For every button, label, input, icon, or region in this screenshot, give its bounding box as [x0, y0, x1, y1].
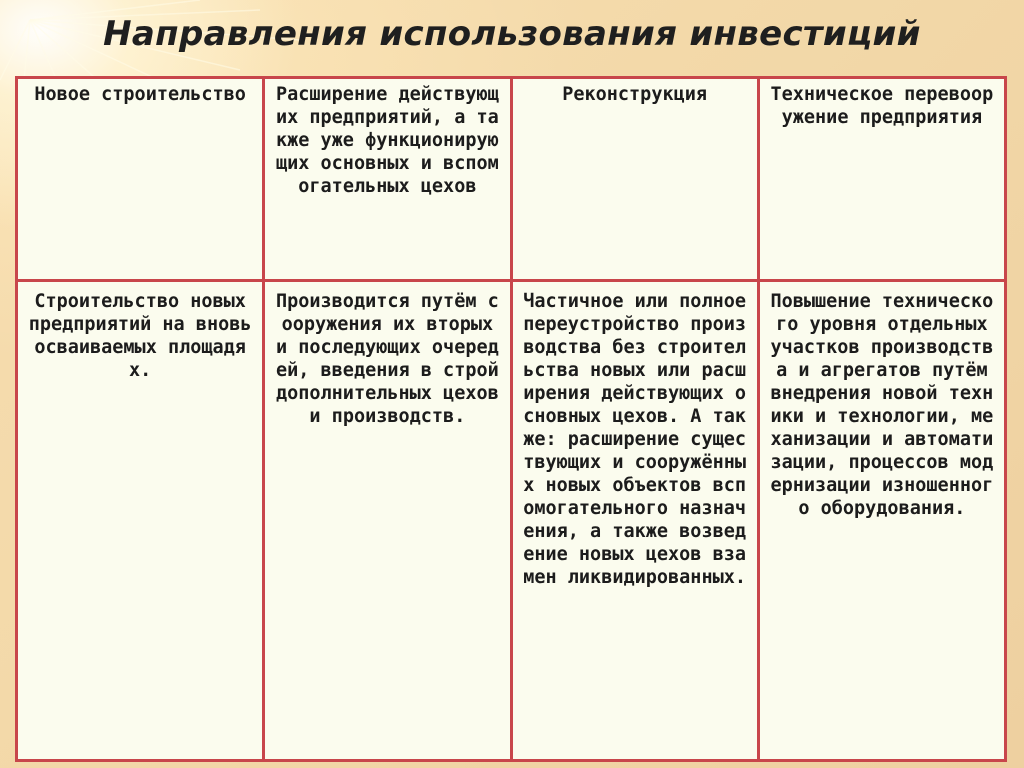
header-expansion: Расширение действующих предприятий, а также уже функционирующих основных и вспомогательных цехов [264, 78, 511, 281]
header-reconstruction: Реконструкция [511, 78, 758, 281]
description-expansion: Производится путём сооружения их вторых и последующих очередей, введения в строй дополнительных цехов и производств. [264, 281, 511, 761]
header-new-construction: Новое строительство [17, 78, 264, 281]
description-reconstruction: Частичное или полное переустройство производства без строительства новых или расширения действующих основных цехов. А также: расширение существующих и сооружённых новых объектов вспомогательного назначения, а также возведение новых цехов взамен ликвидированных. [511, 281, 758, 761]
description-new-construction: Строительство новых предприятий на вновь осваиваемых площадях. [17, 281, 264, 761]
table-description-row [17, 281, 1006, 761]
investment-directions-table [15, 76, 1007, 755]
table-header-row [17, 78, 1006, 281]
header-technical-reequipment: Техническое перевооружение предприятия [758, 78, 1005, 281]
description-technical-reequipment: Повышение технического уровня отдельных участков производства и агрегатов путём внедрения новой техники и технологии, механизации и автоматизации, процессов модернизации изношенного оборудования. [758, 281, 1005, 761]
page-title: Направления использования инвестиций [103, 14, 921, 54]
